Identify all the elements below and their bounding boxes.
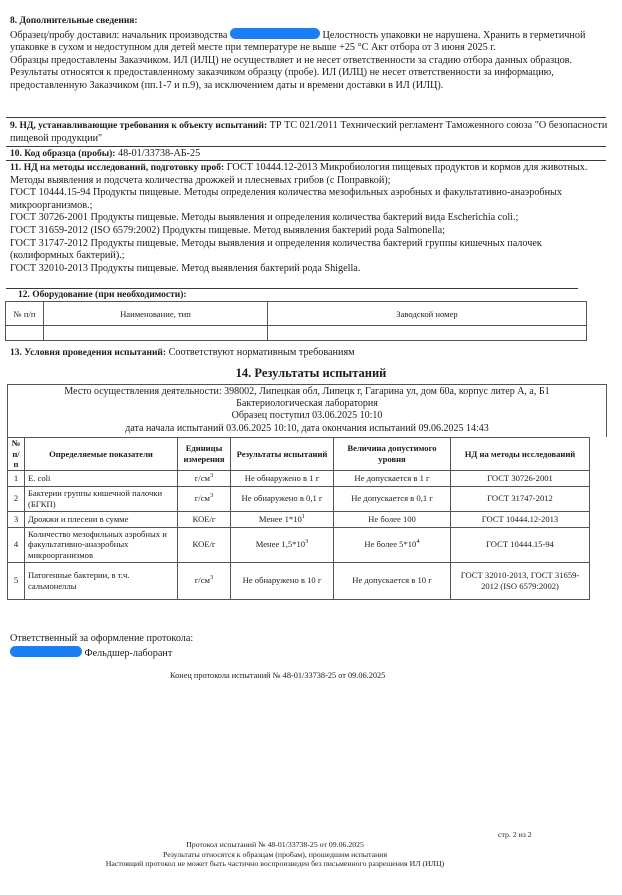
col-header-limit: Величина допустимого уровня xyxy=(334,438,451,471)
footer-line-1: Протокол испытаний № 48-01/33738-25 от 09.06.2025 xyxy=(186,840,364,849)
divider xyxy=(6,288,578,289)
eq-cell xyxy=(44,326,268,341)
table-row: 2 Бактерии группы кишечной палочки (БГКП) $г/см^3$ Не обнаружено в 0,1 г Не допускается в 0,1 г ГОСТ 31747-2012 xyxy=(8,486,590,511)
section-12-title: 12. Оборудование (при необходимости): xyxy=(18,290,187,300)
activity-place: Место осуществления деятельности: 398002, Липецкая обл, Липецк г, Гагарина ул, дом 60а, корпус литер А, а, Б1 xyxy=(64,386,550,397)
col-header-result: Результаты испытаний xyxy=(231,438,334,471)
method-line: ГОСТ 30726-2001 Продукты пищевые. Методы выявления и определения количества бактерий вида Escherichia coli.; xyxy=(10,212,519,224)
sample-received: Образец поступил 03.06.2025 10:10 xyxy=(231,410,383,422)
redacted-name xyxy=(230,28,320,39)
method-line: ГОСТ 10444.15-94 Продукты пищевые. Методы определения количества мезофильных аэробных и факультативно-анаэробных микроорганизмов.; xyxy=(10,187,562,211)
test-dates: дата начала испытаний 03.06.2025 10:10, дата окончания испытаний 09.06.2025 14:43 xyxy=(125,422,489,434)
footer xyxy=(105,840,445,869)
col-header-number: № п/п xyxy=(8,438,25,471)
eq-cell xyxy=(268,326,587,341)
col-header-method: НД на методы исследований xyxy=(451,438,590,471)
section-8-text: Образец/пробу доставил: начальник производства Целостность упаковки не нарушена. Хранить в герметичной упаковке в сухом и недоступном для детей месте при температуре не выше +25 °С Акт отбора от 3 июня 2025 г. xyxy=(10,29,586,54)
section-10-title: 10. Код образца (пробы): xyxy=(10,149,116,159)
eq-header-name: Наименование, тип xyxy=(44,302,268,326)
table-row: 5 Патогенные бактерии, в т.ч. сальмонеллы $г/см^3$ Не обнаружено в 10 г Не допускается в 10 г ГОСТ 32010-2013, ГОСТ 31659-2012 (ISO 6579:2002) xyxy=(8,562,590,599)
col-header-unit: Единицы измерения xyxy=(178,438,231,471)
results-header-info xyxy=(7,384,607,437)
sample-code: 48-01/33738-АБ-25 xyxy=(117,148,201,159)
page-number: стр. 2 из 2 xyxy=(498,830,532,839)
method-line: ГОСТ 32010-2013 Продукты пищевые. Метод выявления бактерий рода Shigella. xyxy=(10,262,361,274)
footer-line-2: Результаты относятся к образцам (пробам), прошедшим испытания xyxy=(162,849,388,859)
signature-label: Ответственный за оформление протокола: xyxy=(10,633,194,644)
section-13-title: 13. Условия проведения испытаний: xyxy=(10,348,167,358)
signature-block xyxy=(10,633,193,660)
divider xyxy=(6,146,606,147)
lab-name: Бактериологическая лаборатория xyxy=(236,398,378,410)
section-10 xyxy=(10,148,608,161)
section-8-title: 8. Дополнительные сведения: xyxy=(10,16,138,26)
table-row: 4 Количество мезофильных аэробных и факультативно-анаэробных микроорганизмов КОЕ/г Менее $1,5*10^3$ Не более $5*10^4$ ГОСТ 10444.15-94 xyxy=(8,527,590,562)
signature-position: Фельдшер-лаборант xyxy=(84,647,173,659)
table-row: 1 E. coli $г/см^3$ Не обнаружено в 1 г Не допускается в 1 г ГОСТ 30726-2001 xyxy=(8,470,590,486)
end-of-protocol: Конец протокола испытаний № 48-01/33738-25 от 09.06.2025 xyxy=(170,671,386,680)
section-9-title: 9. НД, устанавливающие требования к объекту испытаний: xyxy=(10,121,268,131)
results-title: 14. Результаты испытаний xyxy=(235,366,387,380)
eq-cell xyxy=(6,326,44,341)
section-11-title: 11. НД на методы исследований, подготовку проб: xyxy=(10,163,225,173)
eq-header-number: № п/п xyxy=(6,302,44,326)
method-line: ГОСТ 31659-2012 (ISO 6579:2002) Продукты пищевые. Метод выявления бактерий рода Salmonella; xyxy=(10,224,445,236)
section-8 xyxy=(10,15,608,93)
results-table xyxy=(7,437,590,600)
section-11: 11. НД на методы исследований, подготовку проб: ГОСТ 10444.12-2013 Микробиология пищевых продуктов и кормов для животных. Методы выявления и подсчета количества дрожжей и плесневых грибов (с Поправкой); ГОСТ 10444.15-94 Продукты пищевые. Методы определения количества мезофильных аэробных и факультативно-анаэробных микроорганизмов.; ГОСТ 30726-2001 Продукты пищевые. Методы выявления и определения количества бактерий вида Escherichia coli.; ГОСТ 31659-2012 (ISO 6579:2002) Продукты пищевые. Метод выявления бактерий рода Salmonella; ГОСТ 31747-2012 Продукты пищевые. Методы выявления и определения количества бактерий группы кишечных палочек (колиформных бактерий).; ГОСТ 32010-2013 Продукты пищевые. Метод выявления бактерий рода Shigella. xyxy=(10,162,608,275)
redacted-name xyxy=(10,646,82,657)
divider xyxy=(6,160,606,161)
equipment-table xyxy=(5,301,587,341)
method-line: ГОСТ 31747-2012 Продукты пищевые. Методы выявления и определения количества бактерий группы кишечных палочек (колиформных бактерий).; xyxy=(10,237,542,262)
footer-line-3: Настоящий протокол не может быть частично воспроизведен без письменного разрешения ИЛ (ИЛЦ) xyxy=(105,859,445,869)
section-13 xyxy=(10,347,355,358)
section-8-para2: Образцы предоставлены Заказчиком. ИЛ (ИЛЦ) не осуществляет и не несет ответственности за стадию отбора данных образцов. Результаты относятся к предоставленному заказчиком образцу (пробе). ИЛ (ИЛЦ) не несет ответственности за информацию, предоставленную Заказчиком (пп.1-7 и п.9), за исключением даты и времени доставки в ИЛ (ИЛЦ). xyxy=(10,54,573,91)
divider xyxy=(6,117,606,118)
eq-header-serial: Заводской номер xyxy=(268,302,587,326)
section-9-text: ТР ТС 021/2011 Технический регламент Таможенного союза "О безопасности пищевой продукции" xyxy=(10,120,608,144)
col-header-indicator: Определяемые показатели xyxy=(25,438,178,471)
section-13-text: Соответствуют нормативным требованиям xyxy=(168,347,355,358)
section-9 xyxy=(10,120,608,145)
table-row: 3 Дрожжи и плесени в сумме КОЕ/г Менее $1*10^1$ Не более 100 ГОСТ 10444.12-2013 xyxy=(8,511,590,527)
